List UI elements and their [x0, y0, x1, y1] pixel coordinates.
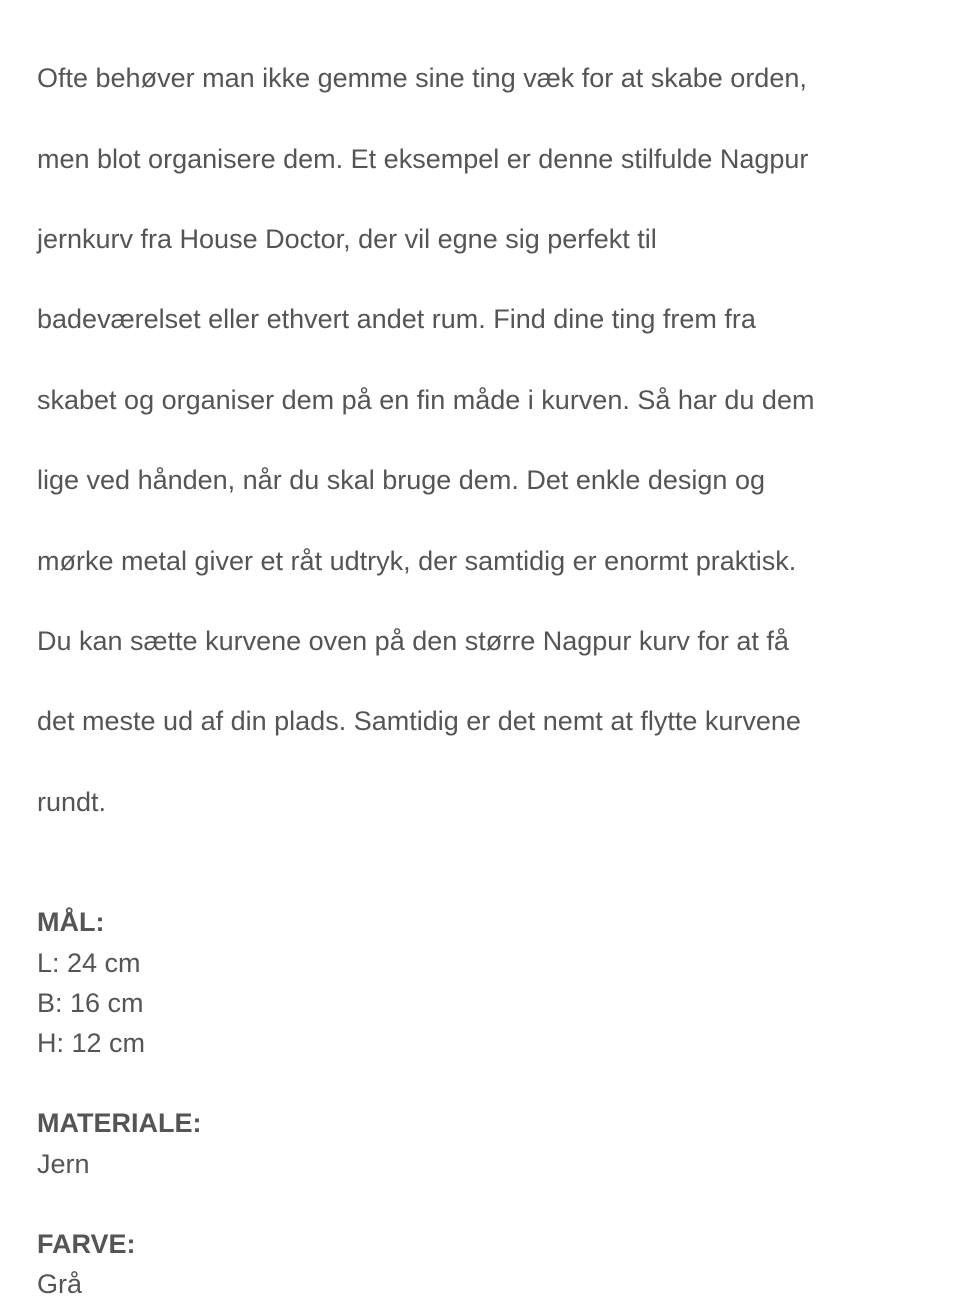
description-line: rundt.: [37, 786, 107, 817]
description-line: mørke metal giver et råt udtryk, der samtidig er enormt praktisk.: [37, 545, 797, 576]
description-line: det meste ud af din plads. Samtidig er det nemt at flytte kurvene: [37, 706, 801, 737]
height-value: H: 12 cm: [37, 1028, 146, 1059]
dimensions-heading: MÅL:: [37, 907, 105, 938]
description-line: Du kan sætte kurvene oven på den større Nagpur kurv for at få: [37, 626, 789, 657]
dimensions-spec: [37, 902, 937, 1063]
description-line: jernkurv fra House Doctor, der vil egne sig perfekt til: [37, 224, 657, 255]
color-spec: [37, 1224, 937, 1304]
product-description: [37, 18, 937, 862]
description-line: lige ved hånden, når du skal bruge dem. Det enkle design og: [37, 465, 765, 496]
spacer: [37, 1184, 937, 1224]
description-line: Ofte behøver man ikke gemme sine ting væk for at skabe orden,: [37, 63, 807, 94]
length-value: L: 24 cm: [37, 947, 141, 978]
spacer: [37, 1063, 937, 1103]
description-line: skabet og organiser dem på en fin måde i kurven. Så har du dem: [37, 384, 815, 415]
material-value: Jern: [37, 1148, 90, 1179]
description-line: men blot organisere dem. Et eksempel er denne stilfulde Nagpur: [37, 143, 809, 174]
color-value: Grå: [37, 1269, 83, 1300]
material-heading: MATERIALE:: [37, 1108, 202, 1139]
product-description-section: [37, 18, 937, 1304]
description-line: badeværelset eller ethvert andet rum. Find dine ting frem fra: [37, 304, 756, 335]
material-spec: [37, 1103, 937, 1183]
width-value: B: 16 cm: [37, 987, 144, 1018]
color-heading: FARVE:: [37, 1229, 136, 1260]
spacer: [37, 862, 937, 902]
